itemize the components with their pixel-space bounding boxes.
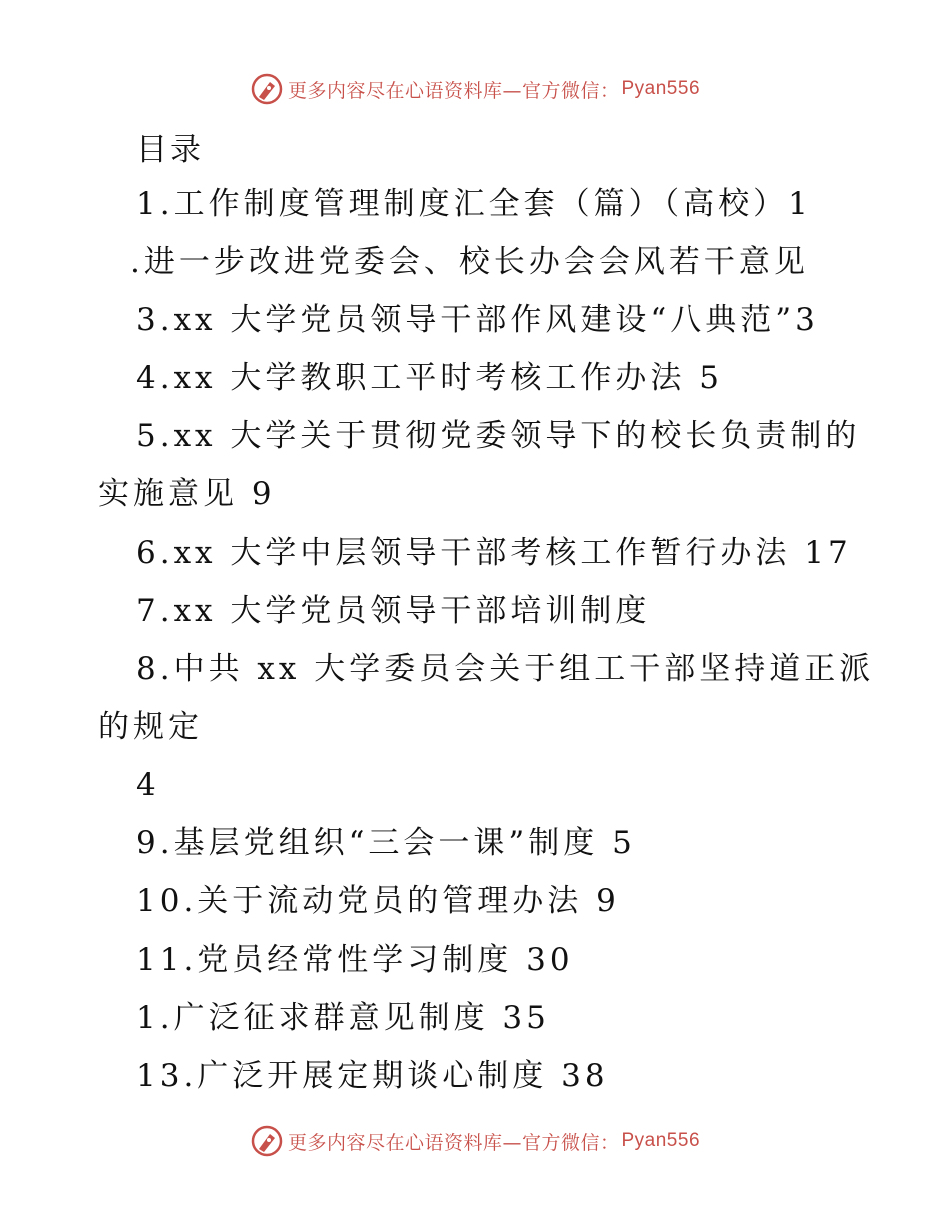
toc-line-9: 9.基层党组织“三会一课”制度 5: [136, 825, 636, 861]
toc-line-11: 11.党员经常性学习制度 30: [136, 942, 574, 978]
toc-title: 目录: [136, 132, 204, 168]
toc-line-2: .进一步改进党委会、校长办会会风若干意见: [130, 244, 809, 280]
toc-line-12: 1.广泛征求群意见制度 35: [136, 1000, 550, 1036]
watermark-id: Pyan556: [621, 1130, 701, 1151]
toc-line-1: 1.工作制度管理制度汇全套（篇）（高校）1: [136, 186, 812, 222]
pen-nib-logo-icon: [250, 1124, 284, 1158]
toc-line-13: 13.广泛开展定期谈心制度 38: [136, 1058, 609, 1094]
toc-line-4: 4.xx 大学教职工平时考核工作办法 5: [136, 360, 723, 396]
toc-line-5-cont: 实施意见 9: [98, 476, 276, 512]
toc-line-3: 3.xx 大学党员领导干部作风建设“八典范”3: [136, 302, 819, 338]
watermark-footer: [0, 1124, 950, 1158]
pen-nib-logo-icon: [250, 72, 284, 106]
toc-line-8: 8.中共 xx 大学委员会关于组工干部坚持道正派: [136, 651, 875, 687]
toc-line-7: 7.xx 大学党员领导干部培训制度: [136, 593, 651, 629]
watermark-id: Pyan556: [621, 78, 701, 99]
watermark-text: 更多内容尽在心语资料库—官方微信：: [287, 1131, 620, 1154]
toc-line-6: 6.xx 大学中层领导干部考核工作暂行办法 17: [136, 535, 852, 571]
toc-line-8-cont: 的规定: [98, 709, 203, 745]
watermark-header: [0, 72, 950, 106]
toc-line-page-ref: 4: [136, 767, 160, 803]
toc-line-5: 5.xx 大学关于贯彻党委领导下的校长负责制的: [136, 418, 861, 454]
watermark-text: 更多内容尽在心语资料库—官方微信：: [287, 79, 620, 102]
toc-line-10: 10.关于流动党员的管理办法 9: [136, 883, 620, 919]
